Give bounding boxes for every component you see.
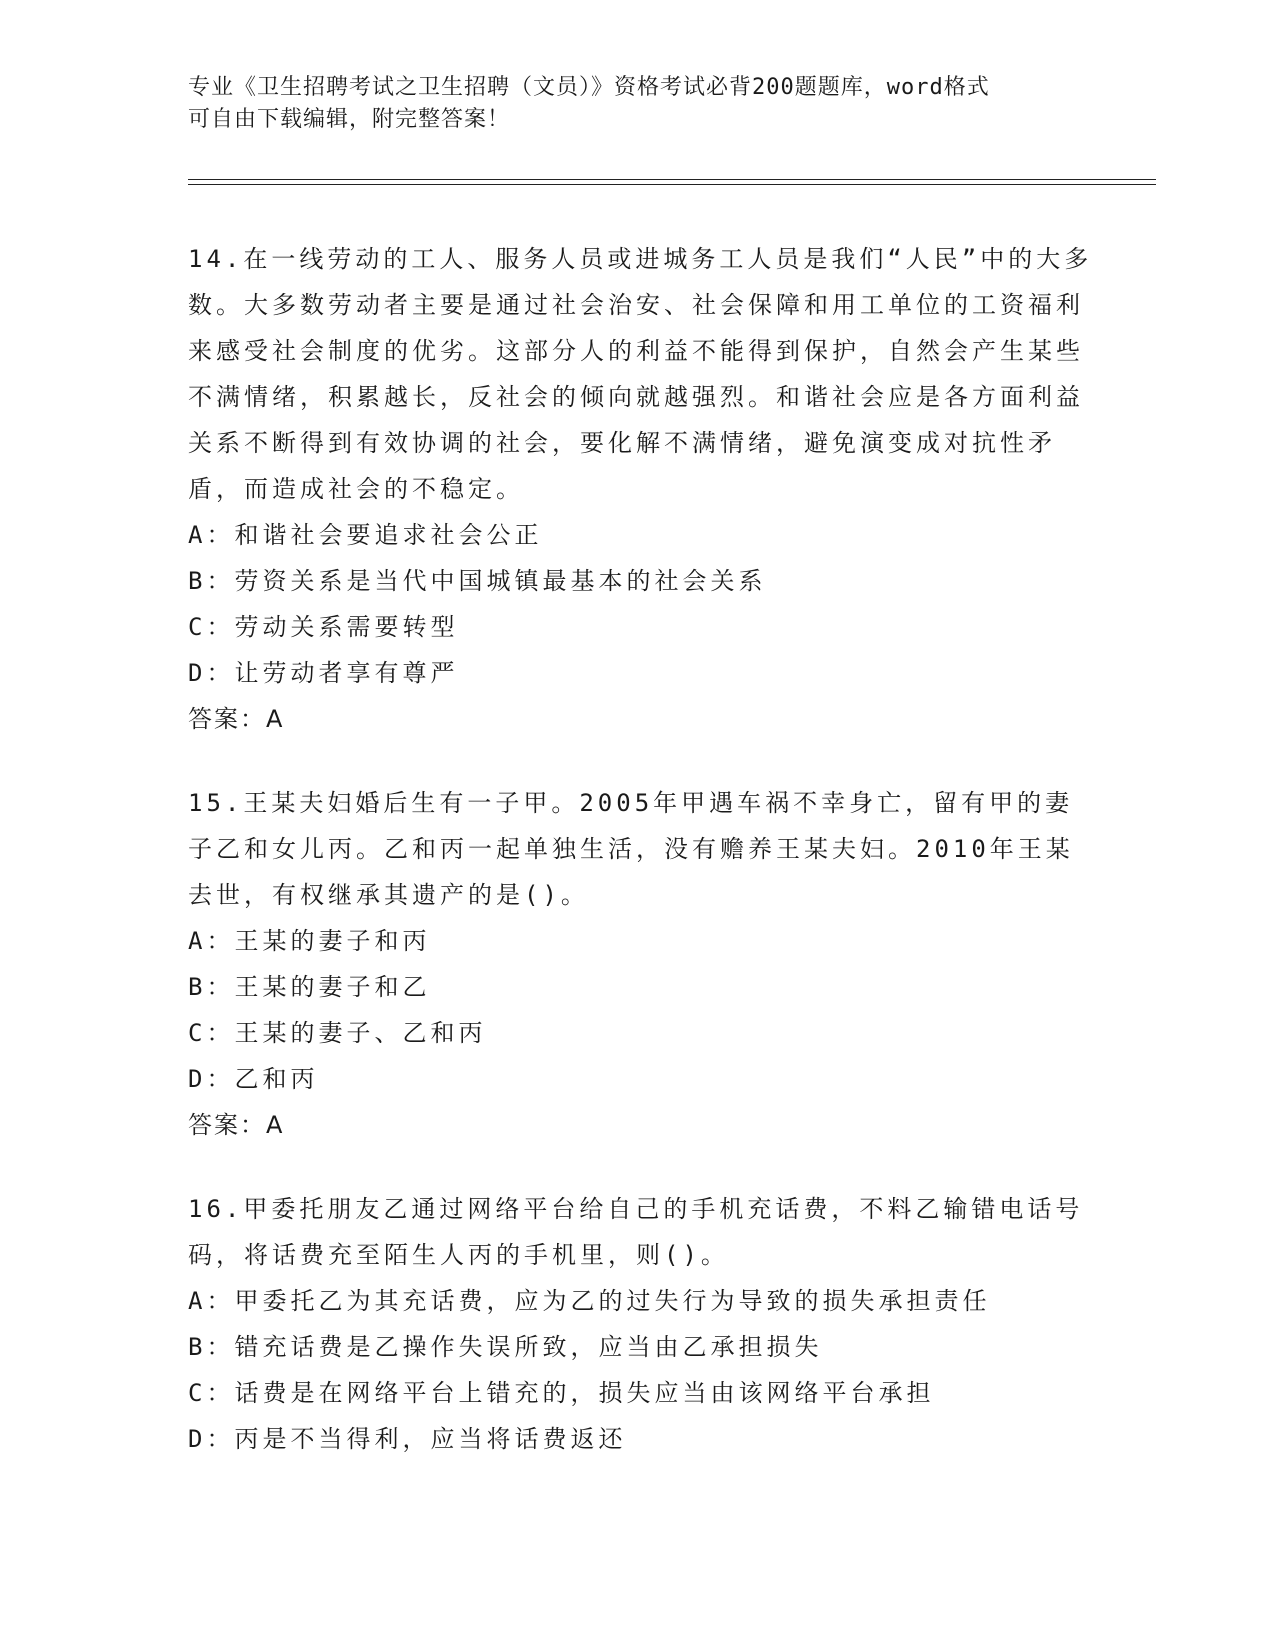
question-15 — [188, 780, 1093, 1148]
option-b: B：错充话费是乙操作失误所致，应当由乙承担损失 — [188, 1333, 823, 1361]
document-header — [188, 72, 1068, 136]
option-c: C：话费是在网络平台上错充的，损失应当由该网络平台承担 — [188, 1379, 935, 1407]
option-b: B：王某的妻子和乙 — [188, 973, 431, 1001]
question-stem: 15.王某夫妇婚后生有一子甲。2005年甲遇车祸不幸身亡，留有甲的妻子乙和女儿丙。乙和丙一起单独生活，没有赡养王某夫妇。2010年王某去世，有权继承其遗产的是()。 — [188, 789, 1074, 909]
option-a: A：和谐社会要追求社会公正 — [188, 521, 543, 549]
header-line-2: 可自由下载编辑，附完整答案！ — [188, 107, 511, 132]
question-16 — [188, 1186, 1093, 1462]
question-14 — [188, 236, 1093, 742]
header-divider-bottom — [188, 184, 1156, 185]
option-b: B：劳资关系是当代中国城镇最基本的社会关系 — [188, 567, 767, 595]
option-d: D：丙是不当得利，应当将话费返还 — [188, 1425, 627, 1453]
answer-line: 答案：A — [188, 1111, 285, 1139]
question-list — [188, 236, 1093, 1500]
header-divider-top — [188, 179, 1156, 180]
question-stem: 16.甲委托朋友乙通过网络平台给自己的手机充话费，不料乙输错电话号码，将话费充至陌生人丙的手机里，则()。 — [188, 1195, 1084, 1269]
option-c: C：王某的妻子、乙和丙 — [188, 1019, 487, 1047]
option-d: D：让劳动者享有尊严 — [188, 659, 459, 687]
answer-line: 答案：A — [188, 705, 285, 733]
option-a: A：王某的妻子和丙 — [188, 927, 431, 955]
option-c: C：劳动关系需要转型 — [188, 613, 459, 641]
option-a: A：甲委托乙为其充话费，应为乙的过失行为导致的损失承担责任 — [188, 1287, 991, 1315]
question-stem: 14.在一线劳动的工人、服务人员或进城务工人员是我们“人民”中的大多数。大多数劳动者主要是通过社会治安、社会保障和用工单位的工资福利来感受社会制度的优劣。这部分人的利益不能得到保护，自然会产生某些不满情绪，积累越长，反社会的倾向就越强烈。和谐社会应是各方面利益关系不断得到有效协调的社会，要化解不满情绪，避免演变成对抗性矛盾，而造成社会的不稳定。 — [188, 245, 1093, 503]
option-d: D：乙和丙 — [188, 1065, 319, 1093]
header-line-1: 专业《卫生招聘考试之卫生招聘（文员）》资格考试必背200题题库，word格式 — [188, 75, 990, 100]
